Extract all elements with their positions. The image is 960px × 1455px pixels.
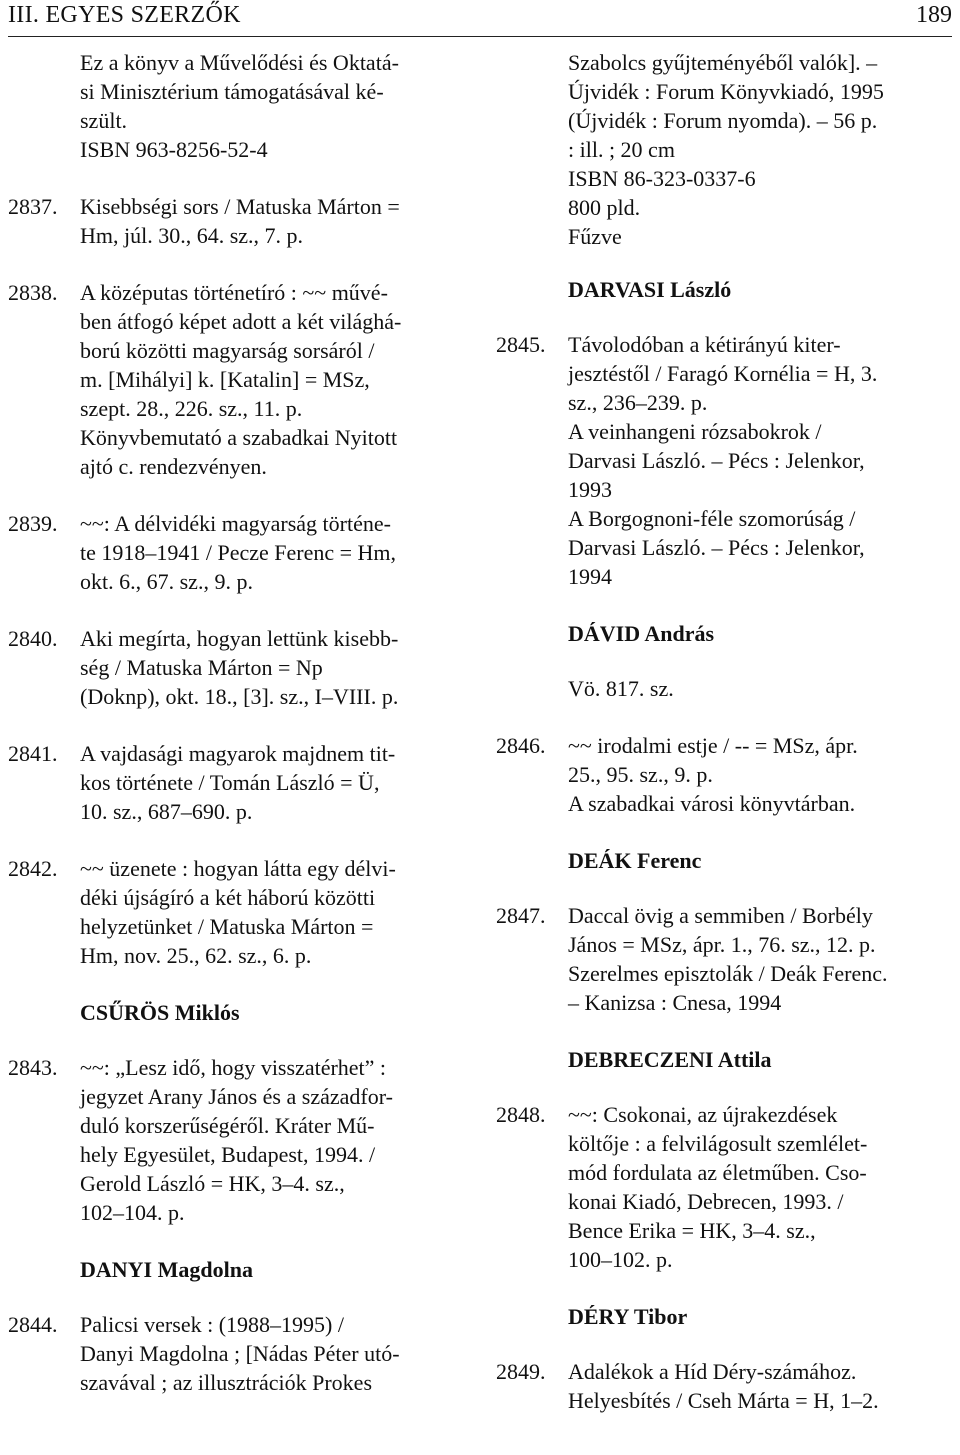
entry-line: Adalékok a Híd Déry-számához. [568, 1359, 857, 1384]
entry-line: Darvasi László. – Pécs : Jelenkor, [568, 448, 865, 473]
entry-number: 2842. [8, 856, 58, 881]
entry-line: János = MSz, ápr. 1., 76. sz., 12. p. [568, 932, 876, 957]
entry-number: 2841. [8, 741, 58, 766]
entry-line: 10. sz., 687–690. p. [80, 799, 253, 824]
author-heading: DEÁK Ferenc [568, 848, 702, 873]
entry-number: 2846. [496, 733, 546, 758]
text-line: ISBN 86-323-0337-6 [568, 166, 756, 191]
author-heading: DÁVID András [568, 621, 715, 646]
author-heading: DÉRY Tibor [568, 1304, 688, 1329]
entry-line: A vajdasági magyarok majdnem tit- [80, 741, 396, 766]
entry-line: szept. 28., 226. sz., 11. p. [80, 396, 303, 421]
entry-number: 2843. [8, 1055, 58, 1080]
text-line: Szabolcs gyűjteményéből valók]. – [568, 50, 878, 75]
text-line: Újvidék : Forum Könyvkiadó, 1995 [568, 79, 884, 104]
entry-line: Könyvbemutató a szabadkai Nyitott [80, 425, 398, 450]
entry-line: A Borgognoni-féle szomorúság / [568, 506, 856, 531]
bibliography-entry [8, 1053, 460, 1227]
entry-line: Távolodóban a kétirányú kiter- [568, 332, 841, 357]
entry-line: – Kanizsa : Cnesa, 1994 [568, 990, 782, 1015]
entry-line: sz., 236–239. p. [568, 390, 708, 415]
entry-line: Bence Erika = HK, 3–4. sz., [568, 1218, 816, 1243]
text-line: szült. [80, 108, 128, 133]
text-line: ISBN 963-8256-52-4 [80, 137, 268, 162]
entry-line: 1994 [568, 564, 612, 589]
entry-line: hely Egyesület, Budapest, 1994. / [80, 1142, 376, 1167]
entry-line: Palicsi versek : (1988–1995) / [80, 1312, 344, 1337]
entry-line: ~~: „Lesz idő, hogy visszatérhet” : [80, 1055, 387, 1080]
entry-line: mód fordulata az életműben. Cso- [568, 1160, 867, 1185]
entry-number: 2849. [496, 1359, 546, 1384]
intro-note [8, 48, 460, 164]
entry-line: konai Kiadó, Debrecen, 1993. / [568, 1189, 844, 1214]
bibliography-entry [8, 624, 460, 711]
entry-line: szavával ; az illusztrációk Prokes [80, 1370, 373, 1395]
entry-line: ~~ irodalmi estje / -- = MSz, ápr. [568, 733, 858, 758]
entry-line: ajtó c. rendezvényen. [80, 454, 267, 479]
text-line: : ill. ; 20 cm [568, 137, 675, 162]
entry-group [496, 330, 952, 591]
bibliography-entry [8, 278, 460, 481]
entry-number: 2840. [8, 626, 58, 651]
bibliography-entry [496, 1100, 952, 1274]
bibliography-entry [496, 1357, 952, 1415]
section-title: III. EGYES SZERZŐK [8, 2, 241, 28]
entry-group [496, 731, 952, 818]
entry-line: 100–102. p. [568, 1247, 673, 1272]
text-line: (Újvidék : Forum nyomda). – 56 p. [568, 108, 878, 133]
entry-line: A veinhangeni rózsabokrok / [568, 419, 822, 444]
bibliography-entry [8, 739, 460, 826]
continuation-text [496, 48, 952, 251]
entry-line: jesztéstől / Faragó Kornélia = H, 3. [568, 361, 878, 386]
entry-line: Helyesbítés / Cseh Márta = H, 1–2. [568, 1388, 879, 1413]
entry-number: 2844. [8, 1312, 58, 1337]
bibliography-entry [496, 330, 952, 591]
entry-line: költője : a felvilágosult szemlélet- [568, 1131, 868, 1156]
entry-line: ~~ üzenete : hogyan látta egy délvi- [80, 856, 396, 881]
page-number: 189 [916, 2, 952, 28]
entry-number: 2848. [496, 1102, 546, 1127]
entry-line: m. [Mihályi] k. [Katalin] = MSz, [80, 367, 370, 392]
entry-number: 2845. [496, 332, 546, 357]
running-header [8, 0, 952, 37]
entry-line: Szerelmes episztolák / Deák Ferenc. [568, 961, 888, 986]
entry-line: 102–104. p. [80, 1200, 185, 1225]
bibliography-entry [8, 192, 460, 250]
bibliography-entry [8, 1310, 460, 1397]
entry-line: ~~: A délvidéki magyarság történe- [80, 511, 391, 536]
cross-reference-note: Vö. 817. sz. [568, 676, 674, 701]
entry-number: 2839. [8, 511, 58, 536]
entry-line: A középutas történetíró : ~~ művé- [80, 280, 388, 305]
entry-line: Danyi Magdolna ; [Nádas Péter utó- [80, 1341, 400, 1366]
entry-group [496, 901, 952, 1017]
entry-line: okt. 6., 67. sz., 9. p. [80, 569, 253, 594]
entry-group [8, 1053, 460, 1227]
author-heading: CSŰRÖS Miklós [80, 1000, 240, 1025]
entry-group [8, 1310, 460, 1397]
author-heading: DEBRECZENI Attila [568, 1047, 772, 1072]
entry-line: Hm, júl. 30., 64. sz., 7. p. [80, 223, 304, 248]
entry-line: duló korszerűségéről. Kráter Mű- [80, 1113, 375, 1138]
entry-number: 2847. [496, 903, 546, 928]
entry-line: Daccal övig a semmiben / Borbély [568, 903, 873, 928]
entry-line: 25., 95. sz., 9. p. [568, 762, 713, 787]
entry-group [496, 1357, 952, 1415]
author-heading: DARVASI László [568, 277, 732, 302]
entry-number: 2837. [8, 194, 58, 219]
text-line: 800 pld. [568, 195, 641, 220]
right-column [496, 48, 952, 1443]
author-heading: DANYI Magdolna [80, 1257, 253, 1282]
text-line: Ez a könyv a Művelődési és Oktatá- [80, 50, 399, 75]
entry-number: 2838. [8, 280, 58, 305]
bibliography-entry [8, 509, 460, 596]
entry-line: 1993 [568, 477, 612, 502]
text-line: Fűzve [568, 224, 622, 249]
entry-group [8, 192, 460, 970]
entry-line: Darvasi László. – Pécs : Jelenkor, [568, 535, 865, 560]
entry-line: Aki megírta, hogyan lettünk kisebb- [80, 626, 399, 651]
entry-line: ség / Matuska Márton = Np [80, 655, 323, 680]
bibliography-entry [8, 854, 460, 970]
entry-line: Kisebbségi sors / Matuska Márton = [80, 194, 400, 219]
entry-line: ben átfogó képet adott a két világhá- [80, 309, 402, 334]
entry-line: déki újságíró a két háború közötti [80, 885, 376, 910]
entry-group [496, 1100, 952, 1274]
entry-line: Gerold László = HK, 3–4. sz., [80, 1171, 345, 1196]
entry-line: Hm, nov. 25., 62. sz., 6. p. [80, 943, 312, 968]
bibliography-entry [496, 901, 952, 1017]
entry-line: te 1918–1941 / Pecze Ferenc = Hm, [80, 540, 397, 565]
entry-line: jegyzet Arany János és a századfor- [80, 1084, 393, 1109]
entry-line: (Doknp), okt. 18., [3]. sz., I–VIII. p. [80, 684, 399, 709]
entry-line: kos története / Tomán László = Ü, [80, 770, 380, 795]
bibliography-entry [496, 731, 952, 818]
text-line: si Minisztérium támogatásával ké- [80, 79, 384, 104]
entry-line: ború közötti magyarság sorsáról / [80, 338, 375, 363]
entry-line: A szabadkai városi könyvtárban. [568, 791, 856, 816]
left-column [8, 48, 460, 1425]
entry-line: helyzetünket / Matuska Márton = [80, 914, 374, 939]
entry-line: ~~: Csokonai, az újrakezdések [568, 1102, 838, 1127]
